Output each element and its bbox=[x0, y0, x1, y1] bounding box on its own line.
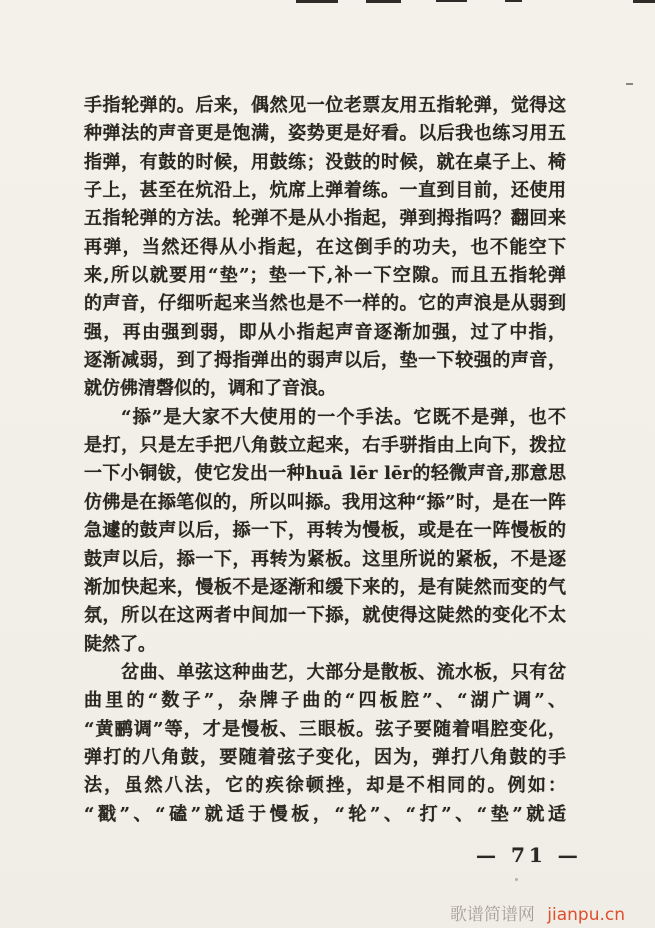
text-line: 仿佛是在掭笔似的，所以叫掭。我用这种“掭”时，是在一阵 bbox=[84, 491, 566, 513]
text-line: “黄鹂调”等，才是慢板、三眼板。弦子要随着唱腔变化， bbox=[84, 718, 566, 740]
text-line: 五指轮弹的方法。轮弹不是从小指起，弹到拇指吗？翻回来 bbox=[84, 208, 566, 230]
text-line: “掭”是大家不大使用的一个手法。它既不是弹，也不 bbox=[121, 406, 566, 428]
text-line: 曲里的“数子”，杂牌子曲的“四板腔”、“湖广调”、 bbox=[84, 690, 566, 712]
scan-artifact bbox=[505, 0, 522, 2]
scan-artifact bbox=[626, 83, 633, 85]
text-line: 种弹法的声音更是饱满，姿势更是好看。以后我也练习用五 bbox=[84, 123, 566, 145]
paragraph-1 bbox=[84, 92, 566, 404]
scan-artifact bbox=[296, 0, 338, 3]
text-line: 渐加快起来，慢板不是逐渐和缓下来的，是有陡然而变的气 bbox=[84, 576, 566, 598]
paragraph-2 bbox=[84, 404, 566, 659]
text-line: 逐渐减弱，到了拇指弹出的弱声以后，垫一下较强的声音， bbox=[84, 350, 566, 372]
watermark-site-url: jianpu.cn bbox=[547, 905, 625, 925]
text-line: 弹打的八角鼓，要随着弦子变化，因为，弹打八角鼓的手 bbox=[84, 746, 566, 768]
text-line: 就仿佛清磬似的，调和了音浪。 bbox=[84, 378, 336, 400]
text-line: “戳”、“磕”就适于慢板，“轮”、“打”、“垫”就适 bbox=[84, 803, 566, 825]
text-line: 子上，甚至在炕沿上，炕席上弹着练。一直到目前，还使用 bbox=[84, 180, 566, 202]
scan-artifact bbox=[515, 878, 518, 881]
text-line: 一下小铜钹，使它发出一种huā lēr lēr的轻微声音,那意思 bbox=[84, 463, 566, 485]
watermark bbox=[450, 900, 625, 925]
page-text-block bbox=[84, 92, 566, 829]
watermark-site-name: 歌谱简谱网 bbox=[449, 905, 535, 925]
text-line: 来,所以就要用“垫”；垫一下,补一下空隙。而且五指轮弹 bbox=[84, 265, 566, 287]
scan-artifact bbox=[633, 0, 655, 3]
text-line: 的声音，仔细听起来当然也是不一样的。它的声浪是从弱到 bbox=[84, 293, 566, 315]
text-line: 手指轮弹的。后来，偶然见一位老票友用五指轮弹，觉得这 bbox=[84, 95, 566, 116]
text-line: 氛，所以在这两者中间加一下掭，就使得这陡然的变化不太 bbox=[84, 605, 566, 627]
text-line: 指弹，有鼓的时候，用鼓练；没鼓的时候，就在桌子上、椅 bbox=[84, 151, 566, 173]
text-line: 陡然了。 bbox=[84, 633, 156, 655]
text-line: 急遽的鼓声以后，掭一下，再转为慢板，或是在一阵慢板的 bbox=[84, 520, 566, 542]
text-line: 法，虽然八法，它的疾徐顿挫，却是不相同的。例如： bbox=[84, 775, 566, 797]
paragraph-3 bbox=[84, 659, 566, 829]
scan-artifact bbox=[366, 0, 401, 3]
scan-artifact bbox=[436, 0, 467, 2]
text-line: 强，再由强到弱，即从小指起声音逐渐加强，过了中指， bbox=[84, 321, 566, 343]
text-line: 岔曲、单弦这种曲艺，大部分是散板、流水板，只有岔 bbox=[121, 661, 566, 683]
text-line: 再弹，当然还得从小指起，在这倒手的功夫，也不能空下 bbox=[84, 236, 566, 258]
text-line: 是打，只是左手把八角鼓立起来，右手骈指由上向下，拨拉 bbox=[84, 435, 566, 457]
text-line: 鼓声以后，掭一下，再转为紧板。这里所说的紧板，不是逐 bbox=[84, 548, 566, 570]
page-number: — 71 — bbox=[476, 843, 582, 867]
